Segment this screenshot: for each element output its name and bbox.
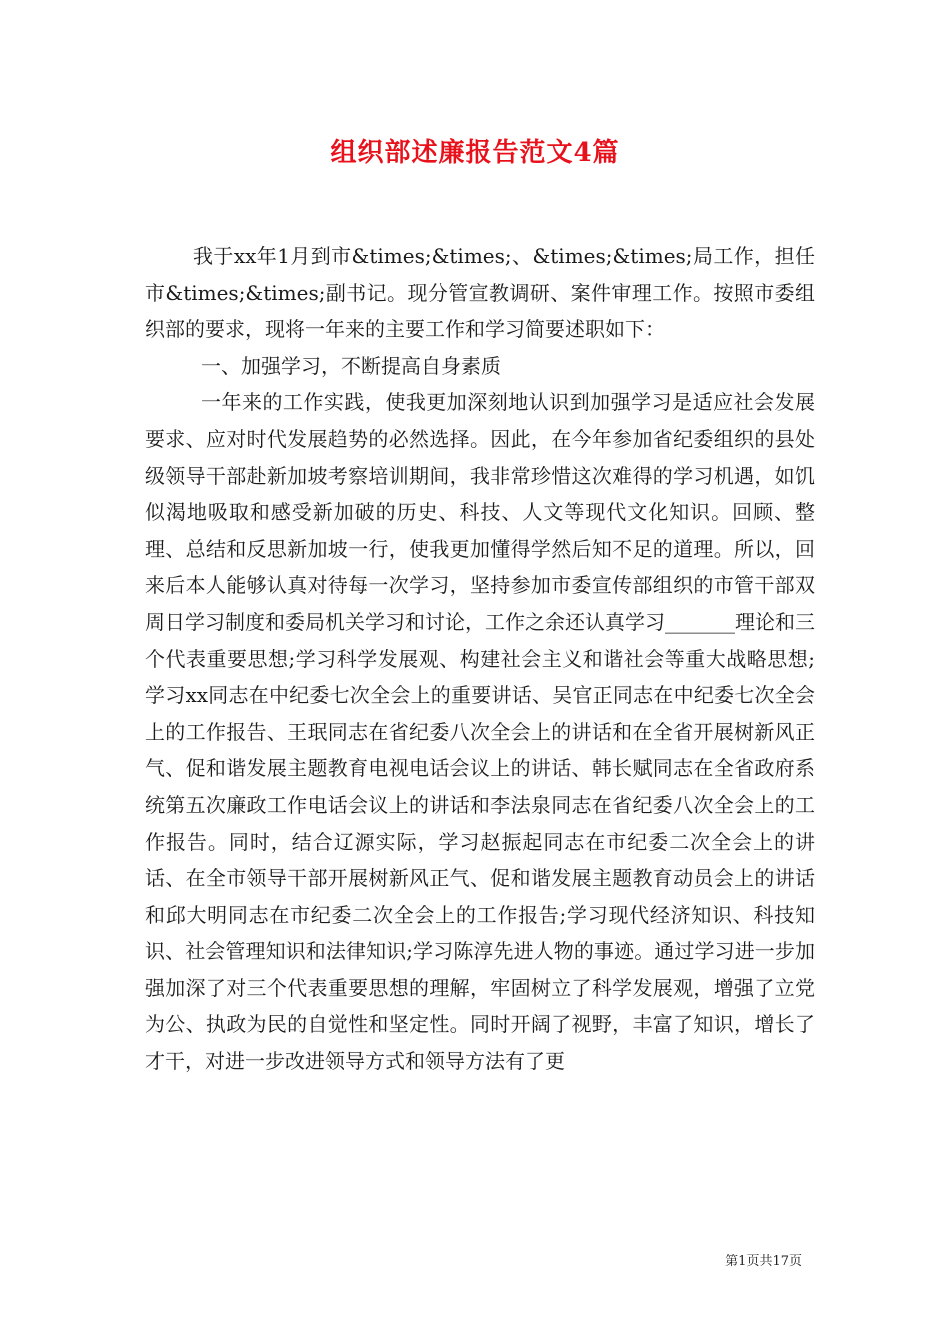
page-number-label: 第1页共17页: [725, 1254, 802, 1269]
section-heading: 一、加强学习，不断提高自身素质: [201, 353, 501, 378]
intro-paragraph: 我于xx年1月到市&times;&times;、&times;&times;局工作，担任市&times;&times;副书记。现分管宣教调研、案件审理工作。按照市委组织部的要求，现将一年来的主要工作和学习简要述职如下：: [145, 244, 815, 342]
document-body: [145, 238, 815, 1080]
page-number: [725, 1250, 802, 1269]
document-title: 组织部述廉报告范文4篇: [330, 138, 620, 168]
body-paragraph: 一年来的工作实践，使我更加深刻地认识到加强学习是适应社会发展要求、应对时代发展趋势的必然选择。因此，在今年参加省纪委组织的县处级领导干部赴新加坡考察培训期间，我非常珍惜这次难得的学习机遇，如饥似渴地吸取和感受新加破的历史、科技、人文等现代文化知识。回顾、整理、总结和反思新加坡一行，使我更加懂得学然后知不足的道理。所以，回来后本人能够认真对待每一次学习，坚持参加市委宣传部组织的市管干部双周日学习制度和委局机关学习和讨论，工作之余还认真学习_______理论和三个代表重要思想;学习科学发展观、构建社会主义和谐社会等重大战略思想;学习xx同志在中纪委七次全会上的重要讲话、吴官正同志在中纪委七次全会上的工作报告、王珉同志在省纪委八次全会上的讲话和在全省开展树新风正气、促和谐发展主题教育电视电话会议上的讲话、韩长赋同志在全省政府系统第五次廉政工作电话会议上的讲话和李法泉同志在省纪委八次全会上的工作报告。同时，结合辽源实际，学习赵振起同志在市纪委二次全会上的讲话、在全市领导干部开展树新风正气、促和谐发展主题教育动员会上的讲话和邱大明同志在市纪委二次全会上的工作报告;学习现代经济知识、科技知识、社会管理知识和法律知识;学习陈淳先进人物的事迹。通过学习进一步加强加深了对三个代表重要思想的理解，牢固树立了科学发展观，增强了立党为公、执政为民的自觉性和坚定性。同时开阔了视野，丰富了知识，增长了才干，对进一步改进领导方式和领导方法有了更: [145, 390, 815, 1074]
